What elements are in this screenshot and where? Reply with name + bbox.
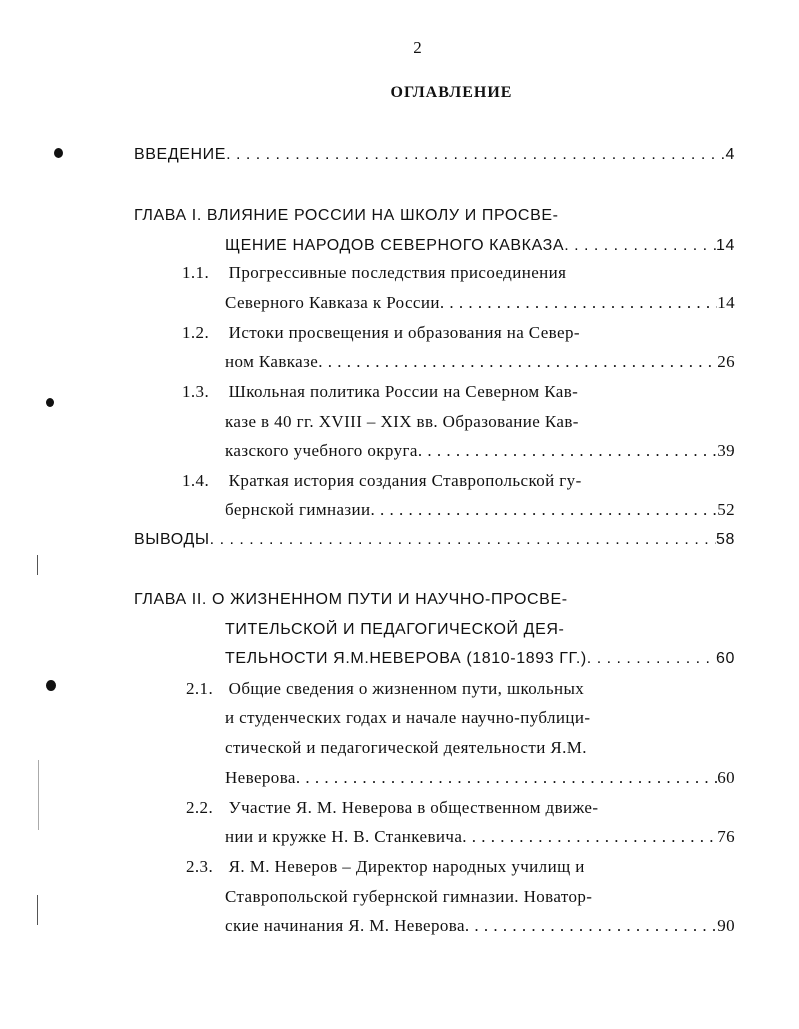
page-number: 2 xyxy=(413,38,422,57)
section-title: ном Кавказе xyxy=(225,352,319,371)
edge-line xyxy=(37,895,38,925)
chapter-2-heading-line-2[interactable]: ТИТЕЛЬСКОЙ И ПЕДАГОГИЧЕСКОЙ ДЕЯ- xyxy=(225,621,565,638)
dot-leader xyxy=(587,649,716,669)
toc-section-2-1[interactable] xyxy=(186,679,656,699)
chapter-2-heading[interactable]: ГЛАВА II. О ЖИЗНЕННОМ ПУТИ И НАУЧНО-ПРОСВЕ- xyxy=(134,591,568,608)
section-title: бернской гимназии xyxy=(225,500,371,519)
chapter-1-heading[interactable]: ГЛАВА I. ВЛИЯНИЕ РОССИИ НА ШКОЛУ И ПРОСВЕ- xyxy=(134,207,559,224)
toc-page-number: 76 xyxy=(717,827,735,846)
toc-section-2-3-continued[interactable] xyxy=(225,916,735,936)
section-title: Краткая история создания Ставропольской гу- xyxy=(228,471,582,490)
dot-leader xyxy=(462,827,717,847)
section-title: Я. М. Неверов – Директор народных училищ и xyxy=(228,857,585,876)
dot-leader xyxy=(371,500,718,520)
toc-section-1-2-continued[interactable] xyxy=(225,352,735,372)
section-title: Неверова xyxy=(225,768,296,787)
toc-page-number: 14 xyxy=(716,237,735,254)
section-title: Истоки просвещения и образования на Север- xyxy=(228,323,580,342)
toc-section-2-3-line-2[interactable]: Ставропольской губернской гимназии. Новатор- xyxy=(225,887,593,906)
toc-section-2-1-continued[interactable] xyxy=(225,768,735,788)
dot-leader xyxy=(318,352,717,372)
toc-page-number: 90 xyxy=(717,916,735,935)
toc-entry-label: ВЫВОДЫ xyxy=(134,531,210,548)
section-number: 1.2. xyxy=(182,323,210,342)
toc-page-number: 52 xyxy=(717,500,735,519)
toc-page-number: 60 xyxy=(717,768,735,787)
toc-entry-introduction[interactable] xyxy=(134,145,735,165)
section-title: Северного Кавказа к России xyxy=(225,293,440,312)
dot-leader xyxy=(296,768,717,788)
toc-section-2-2-continued[interactable] xyxy=(225,827,735,847)
section-title: казского учебного округа xyxy=(225,441,418,460)
section-title: нии и кружке Н. В. Станкевича xyxy=(225,827,463,846)
section-number: 2.2. xyxy=(186,798,214,817)
toc-section-1-1[interactable] xyxy=(182,263,642,283)
toc-section-1-3-continued[interactable] xyxy=(225,441,735,461)
section-title: Общие сведения о жизненном пути, школьных xyxy=(228,679,585,698)
chapter-2-heading-continued[interactable] xyxy=(225,649,735,669)
section-number: 1.1. xyxy=(182,263,210,282)
section-number: 2.3. xyxy=(186,857,214,876)
toc-page-number: 4 xyxy=(725,146,735,163)
dot-leader xyxy=(564,236,716,256)
section-title: Участие Я. М. Неверова в общественном движе- xyxy=(228,798,599,817)
dot-leader xyxy=(226,145,725,165)
toc-page-number: 14 xyxy=(717,293,735,312)
toc-section-1-4-continued[interactable] xyxy=(225,500,735,520)
toc-section-1-3[interactable] xyxy=(182,382,642,402)
toc-entry-label: ЩЕНИЕ НАРОДОВ СЕВЕРНОГО КАВКАЗА xyxy=(225,237,565,254)
section-title: Прогрессивные последствия присоединения xyxy=(228,263,567,282)
edge-line xyxy=(38,760,39,830)
toc-page-number: 39 xyxy=(717,441,735,460)
punch-hole-mark xyxy=(54,148,63,158)
toc-entry-label: ВВЕДЕНИЕ xyxy=(134,146,227,163)
toc-page-number: 26 xyxy=(717,352,735,371)
section-title: ские начинания Я. М. Неверова xyxy=(225,916,465,935)
dot-leader xyxy=(440,293,717,313)
toc-section-1-3-line-2[interactable]: казе в 40 гг. XVIII – XIX вв. Образование Кав- xyxy=(225,412,579,431)
toc-section-1-4[interactable] xyxy=(182,471,642,491)
dot-leader xyxy=(465,916,717,936)
section-number: 2.1. xyxy=(186,679,214,698)
dot-leader xyxy=(210,530,716,550)
toc-section-2-2[interactable] xyxy=(186,798,656,818)
toc-page-number: 58 xyxy=(716,531,735,548)
dot-leader xyxy=(418,441,717,461)
punch-hole-mark xyxy=(46,680,56,691)
toc-page-number: 60 xyxy=(716,650,735,667)
toc-section-2-1-line-2[interactable]: и студенческих годах и начале научно-публици- xyxy=(225,708,591,727)
toc-entry-conclusions[interactable] xyxy=(134,530,735,550)
section-title: Школьная политика России на Северном Кав- xyxy=(228,382,579,401)
chapter-1-heading-continued[interactable] xyxy=(225,236,735,256)
section-number: 1.4. xyxy=(182,471,210,490)
punch-hole-mark xyxy=(46,398,54,407)
section-number: 1.3. xyxy=(182,382,210,401)
toc-section-2-1-line-3[interactable]: стической и педагогической деятельности Я.М. xyxy=(225,738,587,757)
page-title: ОГЛАВЛЕНИЕ xyxy=(390,84,513,101)
toc-section-1-2[interactable] xyxy=(182,323,642,343)
toc-entry-label: ТЕЛЬНОСТИ Я.М.НЕВЕРОВА (1810-1893 ГГ.) xyxy=(225,650,587,667)
toc-section-2-3[interactable] xyxy=(186,857,656,877)
edge-line xyxy=(37,555,38,575)
toc-section-1-1-continued[interactable] xyxy=(225,293,735,313)
